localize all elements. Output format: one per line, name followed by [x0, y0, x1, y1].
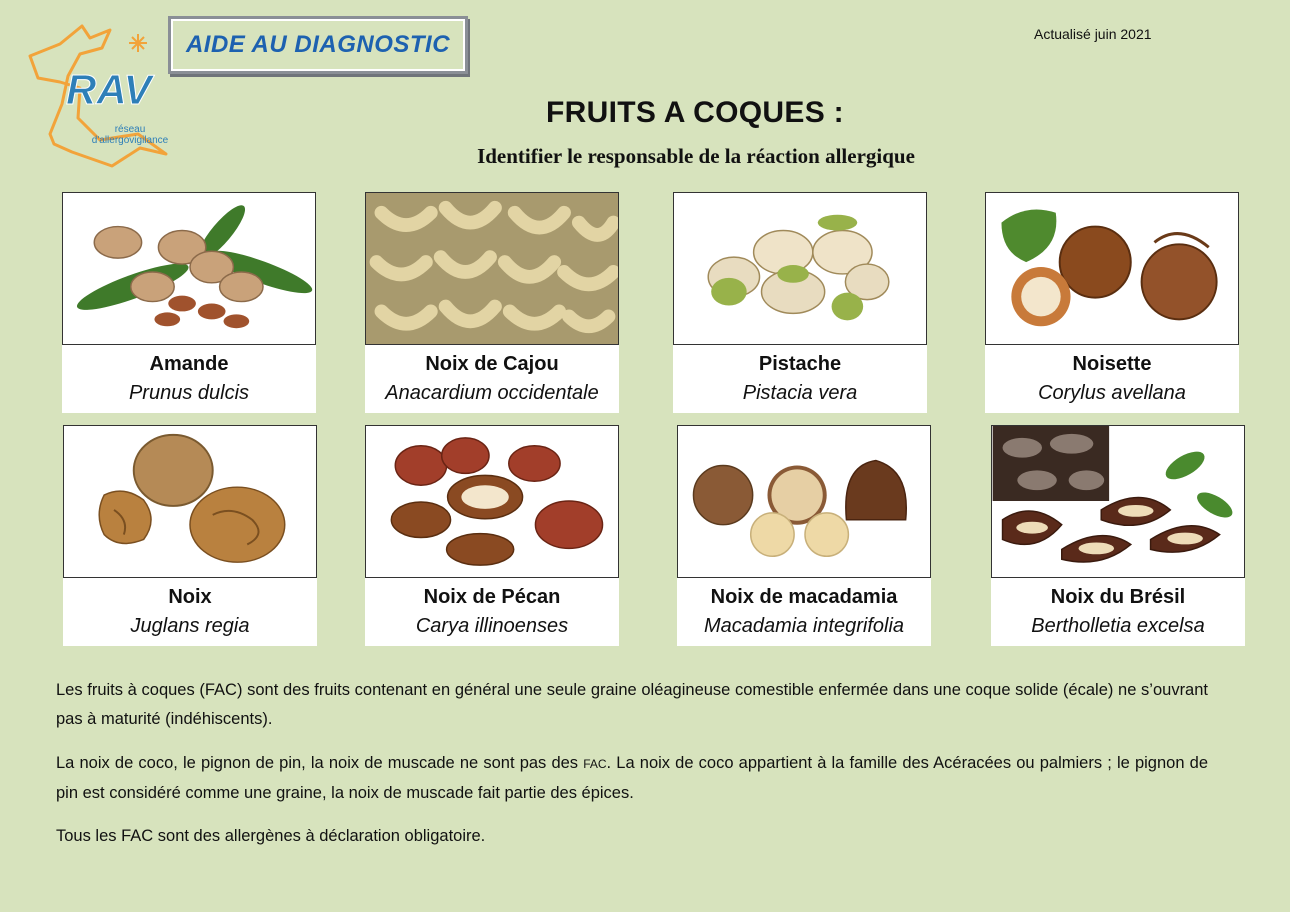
- nut-common-name: Amande: [149, 353, 229, 375]
- nut-common-name: Noix de Pécan: [423, 586, 561, 608]
- paragraph-exclusions: La noix de coco, le pignon de pin, la noix de muscade ne sont pas des FAC. La noix de coco appartient à la famille des Acéracées ou palmiers ; le pignon de pin est considéré comme une graine, la noix de muscade fait partie des épices.: [56, 754, 1208, 802]
- nut-card-brazil-nut: [991, 425, 1245, 645]
- logo-text: RAV: [66, 66, 152, 113]
- nut-card-walnut: [63, 425, 317, 645]
- nut-label: [673, 345, 927, 413]
- diagnostic-badge: [168, 16, 468, 74]
- nut-latin-name: Macadamia integrifolia: [703, 615, 905, 637]
- nut-latin-name: Pistacia vera: [742, 382, 858, 404]
- nut-common-name: Noix de Cajou: [425, 353, 559, 375]
- page-title: FRUITS A COQUES :: [546, 96, 844, 129]
- nut-latin-name: Anacardium occidentale: [385, 382, 599, 404]
- nut-label: [63, 578, 317, 646]
- nut-card-pecan: [365, 425, 619, 645]
- almond-photo: [62, 192, 316, 345]
- nut-latin-name: Bertholletia excelsa: [1031, 615, 1205, 637]
- nut-card-hazelnut: [985, 192, 1239, 412]
- nut-label: [365, 578, 619, 646]
- nut-latin-name: Carya illinoenses: [415, 615, 569, 637]
- nut-card-almond: [62, 192, 316, 412]
- nut-common-name: Noix de macadamia: [710, 586, 898, 608]
- paragraph-definition: Les fruits à coques (FAC) sont des fruits contenant en général une seule graine oléagineuse comestible enfermée dans une coque solide (écale) ne s’ouvrant pas à maturité (indéhiscents).: [56, 681, 1208, 728]
- update-date: Actualisé juin 2021: [1034, 26, 1152, 42]
- nut-label: [62, 345, 316, 413]
- pecan-photo: [365, 425, 619, 578]
- walnut-photo: [63, 425, 317, 578]
- cashew-photo: [365, 192, 619, 345]
- macadamia-photo: [677, 425, 931, 578]
- nut-label: [985, 345, 1239, 413]
- hazelnut-photo: [985, 192, 1239, 345]
- nut-latin-name: Corylus avellana: [1038, 382, 1186, 404]
- logo-subtitle: réseau d'allergovigilance: [91, 124, 169, 146]
- nut-label: [677, 578, 931, 646]
- badge-label: AIDE AU DIAGNOSTIC: [185, 31, 451, 58]
- nut-common-name: Noisette: [1072, 353, 1152, 375]
- brazil-nut-photo: [991, 425, 1245, 578]
- nut-latin-name: Prunus dulcis: [128, 382, 250, 404]
- nut-common-name: Pistache: [758, 353, 842, 375]
- nut-latin-name: Juglans regia: [130, 615, 250, 637]
- nut-common-name: Noix du Brésil: [1050, 586, 1186, 608]
- nut-card-pistachio: [673, 192, 927, 412]
- nut-card-cashew: [365, 192, 619, 412]
- nut-card-macadamia: [677, 425, 931, 645]
- paragraph-regulation: Tous les FAC sont des allergènes à déclaration obligatoire.: [56, 827, 486, 845]
- nut-label: [991, 578, 1245, 646]
- pistachio-photo: [673, 192, 927, 345]
- page-subtitle: Identifier le responsable de la réaction allergique: [477, 144, 915, 168]
- nut-common-name: Noix: [168, 586, 212, 608]
- nut-label: [365, 345, 619, 413]
